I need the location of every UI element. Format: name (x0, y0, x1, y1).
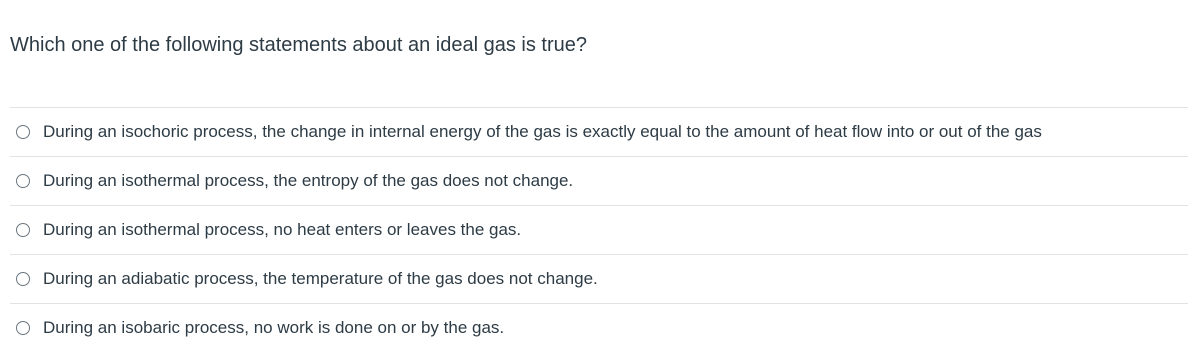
answer-option-1[interactable] (10, 108, 1188, 157)
answer-label-5[interactable]: During an isobaric process, no work is done on or by the gas. (43, 318, 505, 337)
answer-label-4[interactable]: During an adiabatic process, the temperature of the gas does not change. (43, 269, 598, 288)
answer-list (10, 107, 1188, 352)
answer-option-5[interactable] (10, 304, 1188, 352)
radio-button-3[interactable] (16, 223, 30, 237)
radio-button-4[interactable] (16, 272, 30, 286)
answer-option-3[interactable] (10, 206, 1188, 255)
answer-label-2[interactable]: During an isothermal process, the entropy of the gas does not change. (43, 171, 574, 190)
radio-button-1[interactable] (16, 125, 30, 139)
answer-option-4[interactable] (10, 255, 1188, 304)
radio-button-2[interactable] (16, 174, 30, 188)
answer-label-1[interactable]: During an isochoric process, the change in internal energy of the gas is exactly equal to the amount of heat flow into or out of the gas (43, 122, 1042, 141)
question-text: Which one of the following statements about an ideal gas is true? (10, 34, 588, 56)
answer-label-3[interactable]: During an isothermal process, no heat enters or leaves the gas. (43, 220, 522, 239)
radio-button-5[interactable] (16, 321, 30, 335)
answer-option-2[interactable] (10, 157, 1188, 206)
